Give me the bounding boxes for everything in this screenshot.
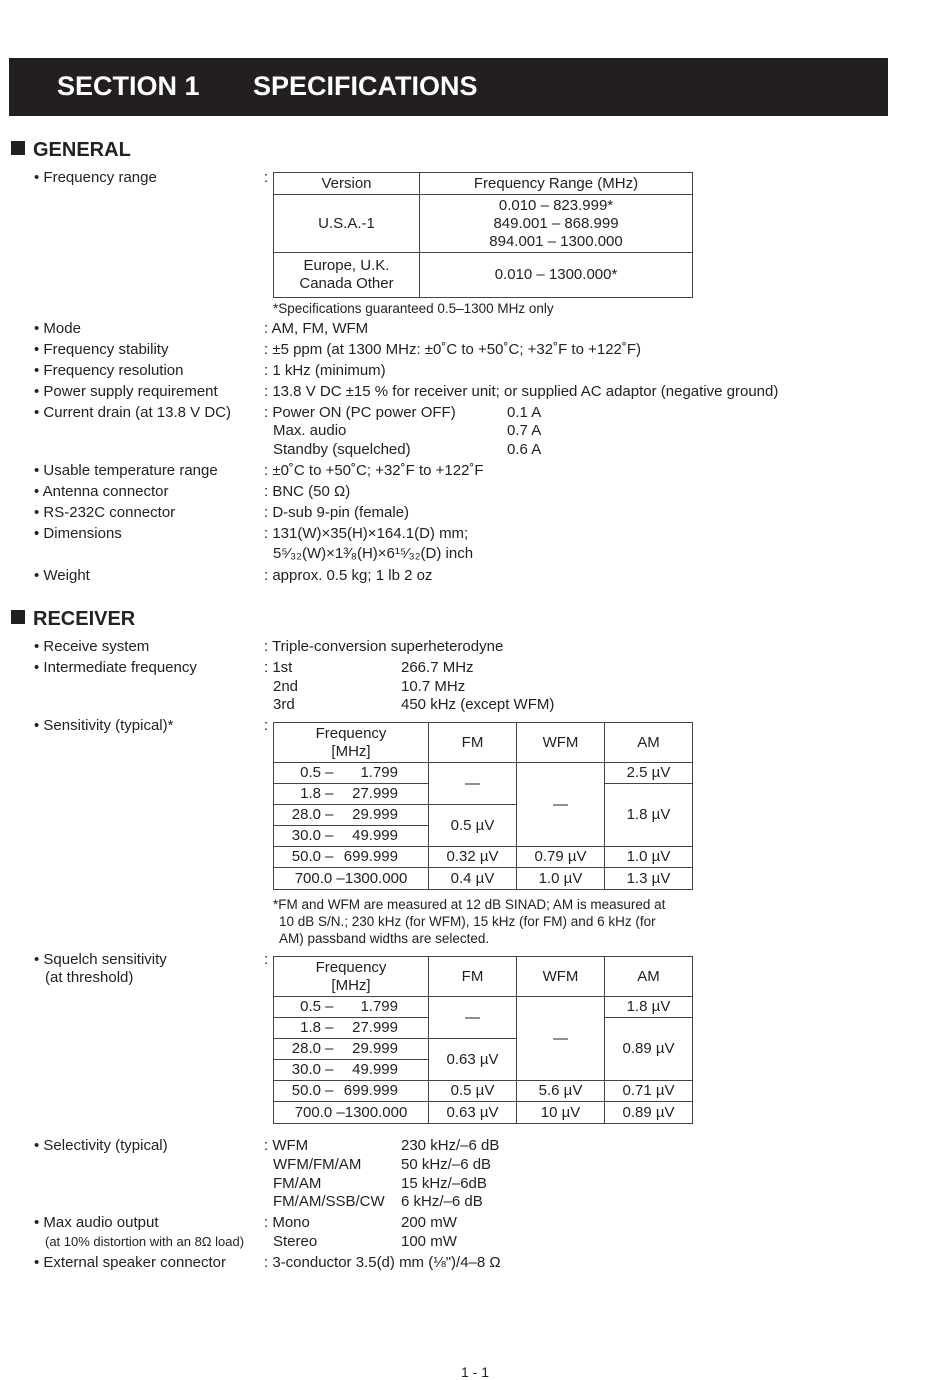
section-number: SECTION 1 [57, 71, 200, 101]
section-title: SPECIFICATIONS [253, 71, 478, 101]
squelch-table: Frequency [MHz] FM WFM AM 0.5 – 1.799 — — 1.8 µV 1.8 – 27.999 0.89 µV 28.0 – 29.999 0.63 µV 30.0 – 49.999 50.0 – 699.999 0.5 µV 5.6 µV 0.71 µV 700.0 –1300.000 0.63 µV 10 µV 0.89 µV [273, 956, 693, 1124]
frequency-range-table: Version Frequency Range (MHz) U.S.A.-1 0.010 – 823.999* 849.001 – 868.999 894.001 – 1300.000 Europe, U.K. Canada Other 0.010 – 1300.000* [273, 172, 693, 298]
section-banner [9, 58, 888, 116]
page-number: 1 - 1 [460, 1364, 489, 1380]
frequency-range-note: *Specifications guaranteed 0.5–1300 MHz only [273, 301, 554, 316]
square-bullet-icon [11, 141, 25, 155]
sensitivity-table: Frequency [MHz] FM WFM AM 0.5 – 1.799 — — 2.5 µV 1.8 – 27.999 1.8 µV 28.0 – 29.999 0.5 µV 30.0 – 49.999 50.0 – 699.999 0.32 µV 0.79 µV 1.0 µV 700.0 –1300.000 0.4 µV 1.0 µV 1.3 µV [273, 722, 693, 890]
sensitivity-note: *FM and WFM are measured at 12 dB SINAD; AM is measured at 10 dB S/N.; 230 kHz (for WFM), 15 kHz (for FM) and 6 kHz (for AM) passband widths are selected. [273, 897, 666, 946]
receiver-heading: RECEIVER [11, 608, 135, 631]
general-heading: GENERAL [11, 139, 131, 162]
square-bullet-icon [11, 610, 25, 624]
